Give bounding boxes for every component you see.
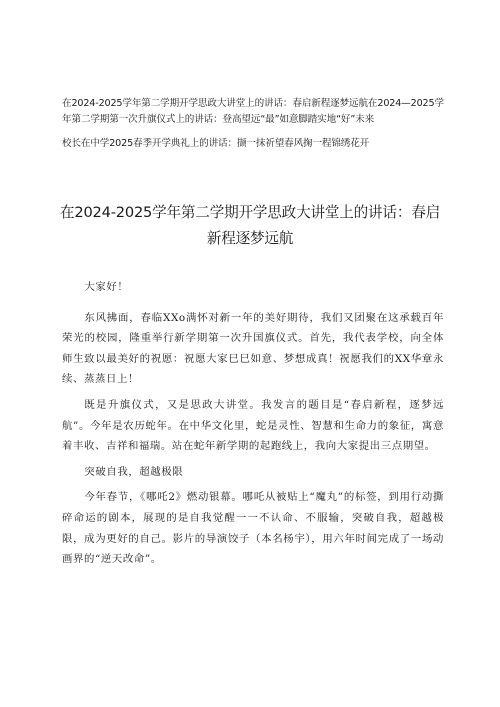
toc-item-2[interactable]: 校长在中学2025春季开学典礼上的讲话：撷一抹祈望春风掬一程锦绣花开 bbox=[62, 138, 370, 149]
paragraph-3: 今年春节，《哪吒2》燃动银幕。哪吒从被贴上“魔丸”的标签，到用行动撕碎命运的剧本，展现的是自我觉醒一一不认命、不服输，突破自我，超越极限，成为更好的自己。影片的导演饺子（本名杨宇），用六年时间完成了一场动画界的“逆天改命”。 bbox=[62, 491, 444, 566]
document-body bbox=[62, 277, 444, 575]
document-title bbox=[40, 200, 460, 252]
document-title-line-1: 在2024-2025学年第二学期开学思政大讲堂上的讲话：春启 bbox=[59, 204, 441, 221]
toc-section bbox=[62, 96, 444, 160]
paragraph-1: 东风拂面，春临XXo满怀对新一年的美好期待，我们又团聚在这承载百年荣光的校园，隆重举行新学期第一次升国旗仪式。首先，我代表学校，向全体师生致以最美好的祝愿：祝愿大家巳巳如意、梦想成真！祝愿我们的XX华章永续、蒸蒸日上！ bbox=[62, 311, 444, 386]
salutation: 大家好！ bbox=[84, 281, 129, 293]
toc-item-1[interactable]: 在2024-2025学年第二学期开学思政大讲堂上的讲话：春启新程逐梦远航在2024—2025学年第二学期第一次升旗仪式上的讲话：登高望远“最”如意脚踏实地“好”未来 bbox=[62, 98, 444, 125]
paragraph-2: 既是升旗仪式，又是思政大讲堂。我发言的题目是“春启新程，逐梦远航”。今年是农历蛇年。在中华文化里，蛇是灵性、智慧和生命力的象征，寓意着丰收、吉祥和福瑞。站在蛇年新学期的起跑线上，我向大家提出三点期望。 bbox=[62, 398, 444, 453]
document-title-line-2: 新程逐梦远航 bbox=[206, 230, 294, 247]
section-heading-1: 突破自我，超越极限 bbox=[84, 465, 184, 478]
